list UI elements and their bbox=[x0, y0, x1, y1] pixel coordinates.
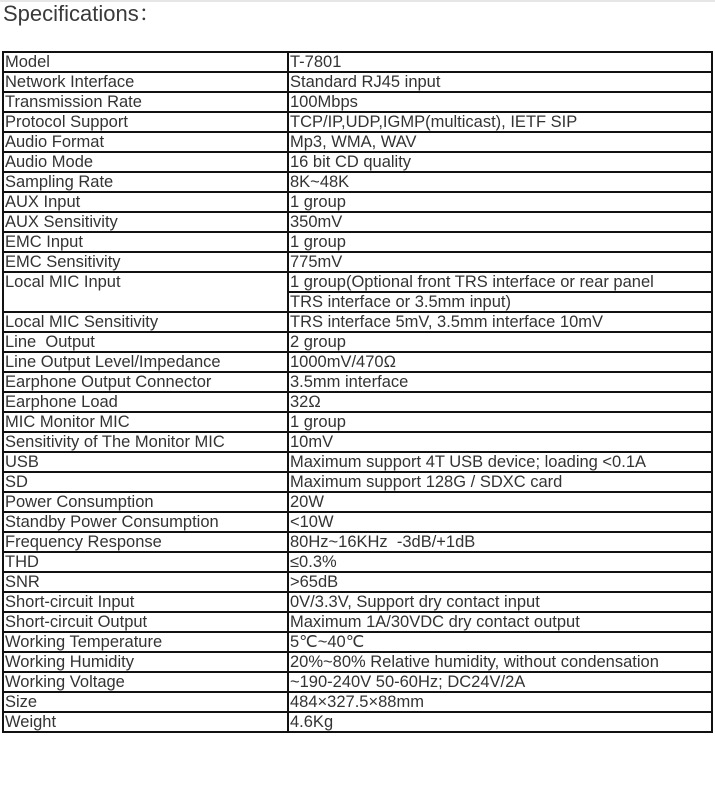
spec-label: Network Interface bbox=[3, 72, 288, 92]
spec-label: Line Output Level/Impedance bbox=[3, 352, 288, 372]
spec-value: T-7801 bbox=[288, 52, 712, 72]
spec-value: <10W bbox=[288, 512, 712, 532]
spec-value: 1 group(Optional front TRS interface or rear panel bbox=[288, 272, 712, 292]
spec-label: Local MIC Sensitivity bbox=[3, 312, 288, 332]
table-row bbox=[3, 272, 712, 292]
spec-label: Earphone Load bbox=[3, 392, 288, 412]
table-row bbox=[3, 132, 712, 152]
spec-label: Standby Power Consumption bbox=[3, 512, 288, 532]
spec-value: 1000mV/470Ω bbox=[288, 352, 712, 372]
spec-value: 1 group bbox=[288, 232, 712, 252]
spec-value: 3.5mm interface bbox=[288, 372, 712, 392]
specifications-table bbox=[2, 51, 713, 733]
spec-value: TCP/IP,UDP,IGMP(multicast), IETF SIP bbox=[288, 112, 712, 132]
spec-value: 20%~80% Relative humidity, without condensation bbox=[288, 652, 712, 672]
spec-label: Sampling Rate bbox=[3, 172, 288, 192]
spec-value: 16 bit CD quality bbox=[288, 152, 712, 172]
table-row bbox=[3, 712, 712, 732]
spec-label: Model bbox=[3, 52, 288, 72]
table-row bbox=[3, 472, 712, 492]
spec-label: Working Voltage bbox=[3, 672, 288, 692]
spec-value: 1 group bbox=[288, 192, 712, 212]
table-row bbox=[3, 492, 712, 512]
spec-label: Audio Format bbox=[3, 132, 288, 152]
spec-value-continued: TRS interface or 3.5mm input) bbox=[288, 292, 712, 312]
spec-value: 0V/3.3V, Support dry contact input bbox=[288, 592, 712, 612]
table-row bbox=[3, 152, 712, 172]
spec-value: 350mV bbox=[288, 212, 712, 232]
table-row bbox=[3, 332, 712, 352]
spec-label: Sensitivity of The Monitor MIC bbox=[3, 432, 288, 452]
spec-label: EMC Sensitivity bbox=[3, 252, 288, 272]
spec-label: Local MIC Input bbox=[3, 272, 288, 312]
table-row bbox=[3, 212, 712, 232]
spec-label: Working Humidity bbox=[3, 652, 288, 672]
table-row bbox=[3, 412, 712, 432]
spec-label: Weight bbox=[3, 712, 288, 732]
table-row bbox=[3, 432, 712, 452]
spec-label: Short-circuit Input bbox=[3, 592, 288, 612]
spec-value: 775mV bbox=[288, 252, 712, 272]
spec-label: SNR bbox=[3, 572, 288, 592]
spec-value: 2 group bbox=[288, 332, 712, 352]
spec-value: 5℃~40℃ bbox=[288, 632, 712, 652]
spec-label: Power Consumption bbox=[3, 492, 288, 512]
spec-value: 4.6Kg bbox=[288, 712, 712, 732]
table-row bbox=[3, 672, 712, 692]
table-row bbox=[3, 92, 712, 112]
spec-label: Working Temperature bbox=[3, 632, 288, 652]
spec-label: Earphone Output Connector bbox=[3, 372, 288, 392]
spec-value: 20W bbox=[288, 492, 712, 512]
spec-label: AUX Input bbox=[3, 192, 288, 212]
table-row bbox=[3, 372, 712, 392]
table-row bbox=[3, 572, 712, 592]
spec-value: 100Mbps bbox=[288, 92, 712, 112]
spec-value: Maximum support 128G / SDXC card bbox=[288, 472, 712, 492]
page-title: Specifications： bbox=[3, 1, 161, 26]
table-row bbox=[3, 392, 712, 412]
table-row bbox=[3, 72, 712, 92]
spec-value: >65dB bbox=[288, 572, 712, 592]
table-row bbox=[3, 112, 712, 132]
spec-label: Protocol Support bbox=[3, 112, 288, 132]
spec-value: Standard RJ45 input bbox=[288, 72, 712, 92]
table-row bbox=[3, 692, 712, 712]
spec-label: Line Output bbox=[3, 332, 288, 352]
spec-label: EMC Input bbox=[3, 232, 288, 252]
spec-label: Size bbox=[3, 692, 288, 712]
table-row bbox=[3, 632, 712, 652]
table-row bbox=[3, 352, 712, 372]
spec-value: 80Hz~16KHz -3dB/+1dB bbox=[288, 532, 712, 552]
spec-label: Short-circuit Output bbox=[3, 612, 288, 632]
spec-value: Mp3, WMA, WAV bbox=[288, 132, 712, 152]
table-row bbox=[3, 592, 712, 612]
spec-value: Maximum 1A/30VDC dry contact output bbox=[288, 612, 712, 632]
table-row bbox=[3, 172, 712, 192]
spec-label: Transmission Rate bbox=[3, 92, 288, 112]
spec-label: Frequency Response bbox=[3, 532, 288, 552]
table-row bbox=[3, 612, 712, 632]
table-row bbox=[3, 232, 712, 252]
spec-value: ~190-240V 50-60Hz; DC24V/2A bbox=[288, 672, 712, 692]
table-row bbox=[3, 532, 712, 552]
table-row bbox=[3, 252, 712, 272]
spec-value: 10mV bbox=[288, 432, 712, 452]
spec-value: Maximum support 4T USB device; loading <0.1A bbox=[288, 452, 712, 472]
spec-label: USB bbox=[3, 452, 288, 472]
spec-label: THD bbox=[3, 552, 288, 572]
table-row bbox=[3, 552, 712, 572]
spec-value: 484×327.5×88mm bbox=[288, 692, 712, 712]
spec-value: 1 group bbox=[288, 412, 712, 432]
spec-value: ≤0.3% bbox=[288, 552, 712, 572]
table-row bbox=[3, 52, 712, 72]
spec-label: Audio Mode bbox=[3, 152, 288, 172]
spec-label: AUX Sensitivity bbox=[3, 212, 288, 232]
spec-value: 8K~48K bbox=[288, 172, 712, 192]
table-row bbox=[3, 312, 712, 332]
spec-value: TRS interface 5mV, 3.5mm interface 10mV bbox=[288, 312, 712, 332]
table-row bbox=[3, 192, 712, 212]
table-row bbox=[3, 452, 712, 472]
spec-value: 32Ω bbox=[288, 392, 712, 412]
table-row bbox=[3, 652, 712, 672]
spec-label: SD bbox=[3, 472, 288, 492]
table-row bbox=[3, 512, 712, 532]
spec-label: MIC Monitor MIC bbox=[3, 412, 288, 432]
